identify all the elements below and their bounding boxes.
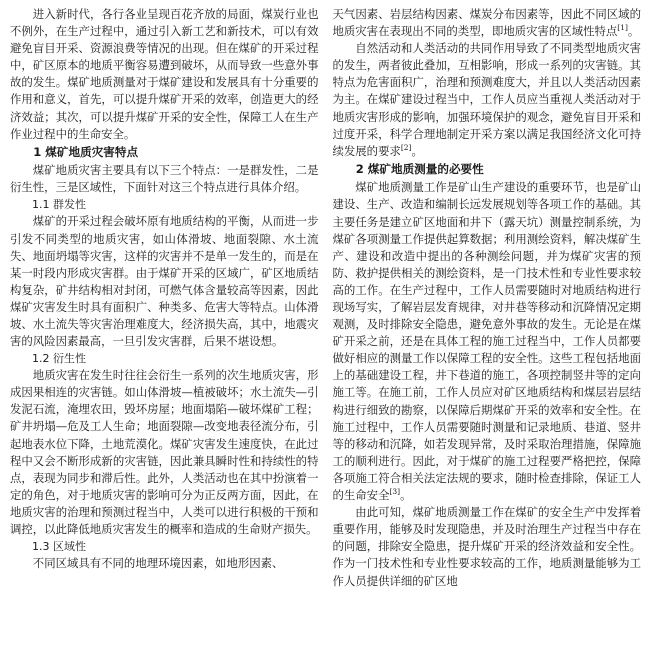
conclusion-paragraph: 由此可知，煤矿地质测量工作在煤矿的安全生产中发挥着重要作用，能够及时发现隐患，并及时治理生产过程当中存在的问题，排除安全隐患，提升煤矿开采的经济效益和安全性。作为一门技术性和专业性要求较高的工作，地质测量能够为工作人员提供详细的矿区地 <box>332 505 641 588</box>
citation-3: [3] <box>389 487 401 497</box>
survey-work-text: 煤矿地质测量工作是矿山生产建设的重要环节，也是矿山建设、生产、改造和编制长远发展规划等各项工作的基础。其主要任务是建立矿区地面和井下（露天坑）测量控制系统，为煤矿各项测量工作提供起算数据；利用测绘资料，解决煤矿生产、建设和改造中提出的各种测绘问题，并为煤矿灾害的预防、救护提供相关的测绘资料，是一门技术性和专业性要求较高的工作。在生产过程中，工作人员需要随时对地质结构进行现场写实，了解岩层发育规律，对井巷等移动和沉降情况定期观测，及时排除安全隐患，避免意外事故的发生。无论是在煤矿开采之前，还是在具体工程的施工过程当中，工作人员都要做好相应的测量工作以保障工程的安全性。这些工程包括地面上的基础建设工程，井下巷道的施工，各项控制竖井等的定向施工等。在施工前，工作人员应对矿区地质结构和煤层岩层结构进行细致的勘察，以保障后期煤矿开采的效率和安全性。在施工过程中，工作人员需要随时测量和记录地质、巷道、竖井等的移动和沉降，如若发现异常，及时采取治理措施，保障施工的顺利进行。因此，对于煤矿的施工过程要严格把控，保障各项施工符合相关法定法规的要求，随时检查排除，保证工人的生命安全 <box>332 180 641 503</box>
subsection-1-2-heading: 1.2 衍生性 <box>32 352 86 366</box>
subsection-1-3-heading: 1.3 区域性 <box>32 540 86 554</box>
continued-text: 天气因素、岩层结构因素、煤炭分布因素等，因此不同区域的地质灾害在表现出不同的类型，即地质灾害的区域性特点 <box>332 7 641 39</box>
human-activity-end: 。 <box>411 143 423 158</box>
section-1-paragraph: 煤矿地质灾害主要具有以下三个特点：一是群发性，二是衍生性，三是区域性，下面针对这三个特点进行具体介绍。 <box>10 163 319 195</box>
intro-paragraph: 进入新时代，各行各业呈现百花齐放的局面，煤炭行业也不例外，在生产过程中，通过引入新工艺和新技术，可以有效避免盲目开采、资源浪费等情况的出现。但在煤矿的开采过程中，矿区原本的地质平衡容易遭到破坏，从而导致一些意外事故的发生。煤矿地质测量对于煤矿建设和发展具有十分重要的作用和意义，首先，可以提升煤矿开采的效率，创造更大的经济效益；其次，可以提升煤矿开采的安全性，保障工人在生产作业过程中的生命安全。 <box>10 7 319 141</box>
survey-work-end: 。 <box>400 488 412 503</box>
human-activity-paragraph <box>333 40 642 160</box>
subsection-1-1-paragraph: 煤矿的开采过程会破坏原有地质结构的平衡，从而进一步引发不同类型的地质灾害，如山体滑坡、地面裂隙、水土流失、地面坍塌等灾害，这样的灾害并不是单一发生的，而是在某一时段内形成灾害群。由于煤矿开采的区域广，矿区地质结构复杂，矿井结构相对封闭，可燃气体含量较高等因素，因此煤矿灾害发生时具有面积广、种类多、危害大等特点。山体滑坡、水土流失等灾害治理难度大，经济损失高，其中，地震灾害的风险因素最高，一旦引发灾害群，后果不堪设想。 <box>10 214 319 349</box>
continued-end: 。 <box>627 24 640 39</box>
citation-1: [1] <box>617 23 628 33</box>
continued-paragraph <box>333 6 642 40</box>
right-column <box>333 6 642 649</box>
subsection-1-3-paragraph: 不同区域具有不同的地理环境因素，如地形因素、 <box>32 556 284 571</box>
subsection-1-1-heading: 1.1 群发性 <box>32 198 86 212</box>
subsection-1-2-paragraph: 地质灾害在发生时往往会衍生一系列的次生地质灾害，形成因果相连的灾害链。如山体滑坡—植被破坏；水土流失—引发泥石流，淹埋农田，毁坏房屋；地面塌陷—破坏煤矿工程；矿井坍塌—危及工人生命；地面裂隙—改变地表径流分布，引起地表水位下降，土地荒漠化。煤矿灾害发生速度快，在此过程中又会不断形成新的灾害链，因此兼具瞬时性和持续性的特点，表现为同步和滞后性。此外，人类活动也在其中扮演着一定的角色，对于地质灾害的影响可分为正反两方面，因此，在地质灾害的治理和预测过程当中，人类可以进行积极的干预和调控，以此降低地质灾害发生的概率和造成的生命财产损失。 <box>10 368 319 537</box>
human-activity-text: 自然活动和人类活动的共同作用导致了不同类型地质灾害的发生，两者彼此叠加，互相影响，形成一系列的灾害链。其特点为危害面积广，治理和预测难度大，并且以人类活动因素为主。在煤矿建设过程当中，工作人员应当重视人类活动对于地质灾害形成的影响，加强环境保护的观念，避免盲目开采和过度开采，科学合理地制定开采方案以满足我国经济文化可持续发展的要求 <box>332 41 641 158</box>
left-column <box>10 6 319 649</box>
section-1-heading: 1 煤矿地质灾害特点 <box>33 144 139 159</box>
section-2-heading: 2 煤矿地质测量的必要性 <box>355 161 484 176</box>
citation-2: [2] <box>400 142 412 152</box>
survey-work-paragraph <box>333 179 642 504</box>
